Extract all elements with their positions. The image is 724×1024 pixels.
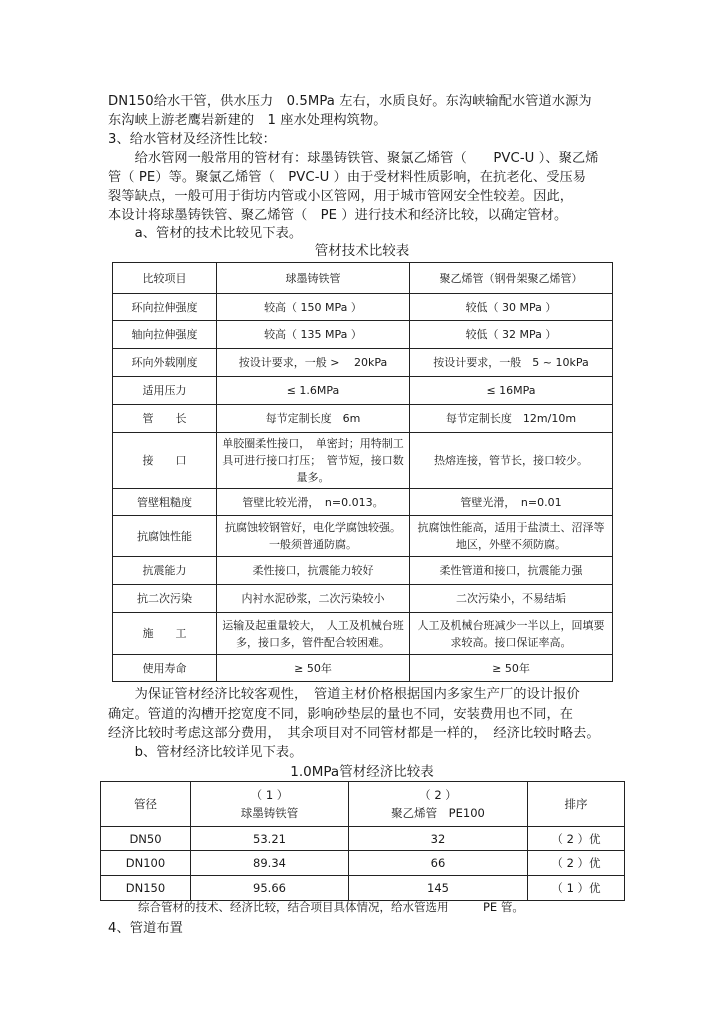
pe-cost-cell: 32 <box>349 827 528 851</box>
pe-cell: 较低（ 32 MPa ） <box>410 321 613 349</box>
pe-cell: 按设计要求，一般 5 ~ 10kPa <box>410 349 613 377</box>
ductile-cell: 按设计要求，一般 > 20kPa <box>217 349 410 377</box>
ductile-cell: 较高（ 135 MPa ） <box>217 321 410 349</box>
ductile-cell: 较高（ 150 MPa ） <box>217 294 410 321</box>
pe-cell: ≥ 50年 <box>410 655 613 682</box>
pe-cell: 人工及机械台班减少一半以上，回填要求较高。接口保证率高。 <box>410 613 613 655</box>
row-item-cell: 抗震能力 <box>113 557 217 585</box>
ductile-cell: ≥ 50年 <box>217 655 410 682</box>
header-cell-ductile <box>191 782 349 827</box>
dn-cell: DN150 <box>101 876 191 901</box>
ductile-cost-cell: 95.66 <box>191 876 349 901</box>
table-header-row <box>101 782 625 827</box>
ductile-cell: 抗腐蚀较钢管好，电化学腐蚀较强。一般须普通防腐。 <box>217 516 410 557</box>
section-heading-4: 4、管道布置 <box>108 921 183 936</box>
rank-cell: （ 2 ）优 <box>528 827 625 851</box>
paragraph-line: 裂等缺点，一般可用于街坊内管或小区管网，用于城市管网安全性较差。因此， <box>108 189 574 204</box>
paragraph-line: 确定。管道的沟槽开挖宽度不同，影响砂垫层的量也不同，安装费用也不同，在 <box>108 707 574 722</box>
pe-cell: 每节定制长度 12m/10m <box>410 405 613 433</box>
table-row <box>113 489 613 516</box>
row-item-cell: 环向拉伸强度 <box>113 294 217 321</box>
table-row <box>113 655 613 682</box>
dn-cell: DN100 <box>101 851 191 876</box>
ductile-cost-cell: 89.34 <box>191 851 349 876</box>
table-row <box>101 851 625 876</box>
rank-cell: （ 2 ）优 <box>528 851 625 876</box>
paragraph-line: 经济比较时考虑这部分费用， 其余项目对不同管材都是一样的， 经济比较时略去。 <box>108 726 600 741</box>
paragraph-line: 东沟峡上游老鹰岩新建的 1 座水处理构筑物。 <box>108 113 387 128</box>
row-item-cell: 适用压力 <box>113 377 217 405</box>
ductile-cell: 每节定制长度 6m <box>217 405 410 433</box>
table-row <box>113 557 613 585</box>
dn-cell: DN50 <box>101 827 191 851</box>
table-row <box>113 349 613 377</box>
row-item-cell: 接 口 <box>113 433 217 489</box>
ductile-cell: 管壁比较光滑， n=0.013。 <box>217 489 410 516</box>
ductile-cell: 单胶圈柔性接口， 单密封；用特制工具可进行接口打压； 管节短，接口数量多。 <box>217 433 410 489</box>
paragraph-line: a、管材的技术比较见下表。 <box>108 226 303 241</box>
row-item-cell: 管 长 <box>113 405 217 433</box>
tech-table-title: 管材技术比较表 <box>314 243 410 259</box>
paragraph-line: DN150给水干管，供水压力 0.5MPa 左右，水质良好。东沟峡输配水管道水源为 <box>108 94 592 109</box>
tech-comparison-table <box>112 262 613 682</box>
row-item-cell: 施 工 <box>113 613 217 655</box>
ductile-cell: 柔性接口，抗震能力较好 <box>217 557 410 585</box>
row-item-cell: 抗腐蚀性能 <box>113 516 217 557</box>
row-item-cell: 环向外载刚度 <box>113 349 217 377</box>
pe-cell: 二次污染小，不易结垢 <box>410 585 613 613</box>
table-row <box>113 377 613 405</box>
pe-cell: 较低（ 30 MPa ） <box>410 294 613 321</box>
econ-table-title: 1.0MPa管材经济比较表 <box>290 764 434 780</box>
row-item-cell: 抗二次污染 <box>113 585 217 613</box>
ductile-cell: 内衬水泥砂浆，二次污染较小 <box>217 585 410 613</box>
header-cell: 比较项目 <box>113 263 217 294</box>
header-cell-diameter: 管径 <box>101 782 191 827</box>
row-item-cell: 轴向拉伸强度 <box>113 321 217 349</box>
paragraph-line: b、管材经济比较详见下表。 <box>108 745 303 760</box>
table-row <box>113 585 613 613</box>
header-name: 球墨铸铁管 <box>240 806 299 820</box>
rank-cell: （ 1 ）优 <box>528 876 625 901</box>
header-name: 聚乙烯管 PE100 <box>391 806 485 820</box>
header-number: （ 1 ） <box>250 788 289 802</box>
pe-cost-cell: 145 <box>349 876 528 901</box>
header-cell-pe <box>349 782 528 827</box>
table-row <box>113 433 613 489</box>
header-cell-rank: 排序 <box>528 782 625 827</box>
pe-cell: ≤ 16MPa <box>410 377 613 405</box>
table-row <box>113 405 613 433</box>
conclusion-note: 综合管材的技术、经济比较，结合项目具体情况，给水管选用 PE 管。 <box>138 900 524 914</box>
econ-comparison-table <box>100 781 625 901</box>
header-cell: 球墨铸铁管 <box>217 263 410 294</box>
paragraph-line: 为保证管材经济比较客观性， 管道主材价格根据国内多家生产厂的设计报价 <box>108 687 580 702</box>
paragraph-line: 本设计将球墨铸铁管、聚乙烯管（ PE ）进行技术和经济比较，以确定管材。 <box>108 208 568 223</box>
paragraph-line: 管（ PE）等。聚氯乙烯管（ PVC-U ）由于受材料性质影响，在抗老化、受压易 <box>108 170 587 185</box>
table-row <box>113 294 613 321</box>
table-header-row <box>113 263 613 294</box>
ductile-cell: 运输及起重量较大， 人工及机械台班多，接口多，管件配合较困难。 <box>217 613 410 655</box>
header-cell: 聚乙烯管（钢骨架聚乙烯管） <box>410 263 613 294</box>
table-row <box>113 516 613 557</box>
pe-cell: 热熔连接，管节长，接口较少。 <box>410 433 613 489</box>
pe-cell: 柔性管道和接口，抗震能力强 <box>410 557 613 585</box>
row-item-cell: 使用寿命 <box>113 655 217 682</box>
pe-cell: 管壁光滑， n=0.01 <box>410 489 613 516</box>
row-item-cell: 管壁粗糙度 <box>113 489 217 516</box>
table-row <box>101 876 625 901</box>
ductile-cost-cell: 53.21 <box>191 827 349 851</box>
pe-cost-cell: 66 <box>349 851 528 876</box>
header-number: （ 2 ） <box>419 788 457 802</box>
ductile-cell: ≤ 1.6MPa <box>217 377 410 405</box>
paragraph-line: 给水管网一般常用的管材有：球墨铸铁管、聚氯乙烯管（ PVC-U ）、聚乙烯 <box>108 151 599 166</box>
pe-cell: 抗腐蚀性能高，适用于盐渍土、沼泽等地区，外壁不须防腐。 <box>410 516 613 557</box>
table-row <box>113 321 613 349</box>
table-row <box>113 613 613 655</box>
section-heading-3: 3、给水管材及经济性比较： <box>108 132 276 147</box>
table-row <box>101 827 625 851</box>
